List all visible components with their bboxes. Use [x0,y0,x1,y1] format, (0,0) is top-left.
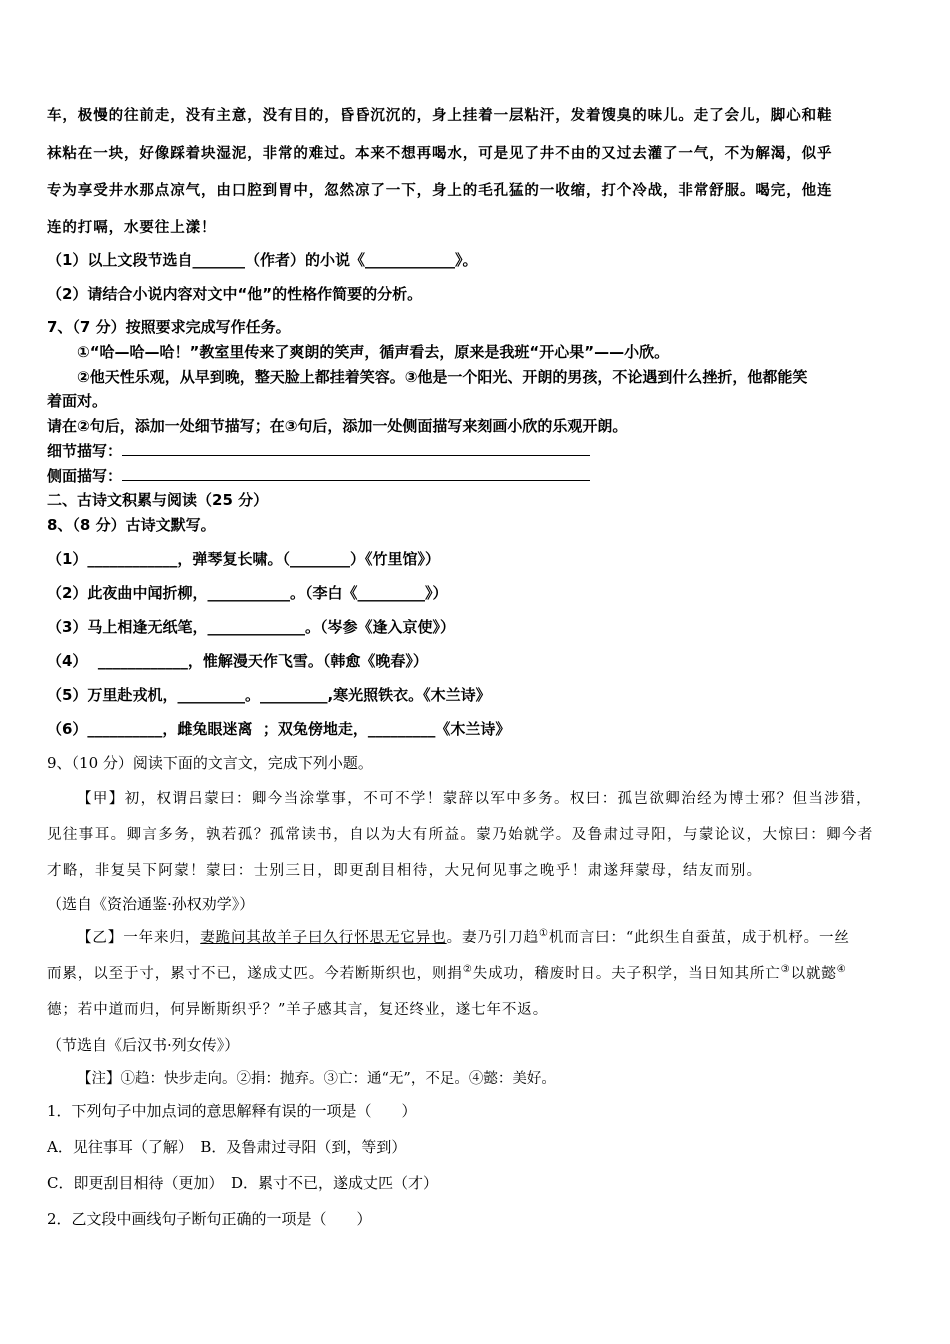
q8-item: （1）____________，弹琴复长啸。（________）《竹里馆》） [47,550,440,568]
yi-line1-end: 。妻乃引刀趋 [446,930,540,946]
jia-line: 见往事耳。卿言多务，孰若孤？孤常读书，自以为大有所益。蒙乃始就学。及鲁肃过寻阳，与蒙论议，大惊曰：卿今者 [47,827,874,843]
annotation-note: 【注】①趋：快步走向。②捐：抛弃。③亡：通“无”，不足。④懿：美好。 [77,1071,556,1087]
q8-item: （2）此夜曲中闻折柳，___________。（李白《_________》） [47,584,448,602]
yi-line3: 德；若中道而归，何异断斯织乎？”羊子感其言，复还终业，遂七年不返。 [47,1002,549,1018]
yi-line2-c: 以就懿 [790,966,837,982]
passage-line: 连的打嗝，水要往上漾！ [47,219,217,236]
q6-sub2: （2）请结合小说内容对文中“他”的性格作简要的分析。 [47,285,423,303]
q9-title: 9、（10 分）阅读下面的文言文，完成下列小题。 [47,754,373,772]
detail-writing-row [47,440,590,461]
q9-sub1-options-cd: C．即更刮目相待（更加） D．累寸不已，遂成丈匹（才） [47,1174,439,1192]
detail-answer-line[interactable] [122,454,590,456]
yi-underlined-sentence: 妻跪问其故羊子曰久行怀思无它异也 [200,930,447,946]
q8-item: （3）马上相逢无纸笔，_____________。（岑参《逢入京使》） [47,618,455,636]
q8-title: 8、（8 分）古诗文默写。 [47,516,216,534]
yi-line2 [47,962,847,983]
yi-start: 【乙】一年来归， [77,930,201,946]
q7-line3: 着面对。 [47,392,108,410]
jia-line: 才略，非复吴下阿蒙！蒙曰：士别三日，即更刮目相待，大兄何见事之晚乎！肃遂拜蒙母，结友而别。 [47,863,763,879]
side-writing-row [47,465,590,486]
jia-line: 【甲】初，权谓吕蒙曰：卿今当涂掌事，不可不学！蒙辞以军中多务。权曰：孤岂欲卿治经为博士邪？但当涉猎， [77,791,872,807]
q7-line2: ②他天性乐观，从早到晚，整天脸上都挂着笑容。③他是一个阳光、开朗的男孩，不论遇到什么挫折，他都能笑 [77,368,808,386]
q8-item: （5）万里赴戎机，_________。_________,寒光照铁衣。《木兰诗》 [47,686,491,704]
yi-line1-tail: 机而言曰：“此织生自蚕茧，成于机杼。一丝 [548,930,850,946]
section-heading: 二、古诗文积累与阅读（25 分） [47,491,269,509]
yi-source: （节选自《后汉书·列女传》） [47,1036,240,1054]
side-answer-line[interactable] [122,479,590,481]
q7-instruction: 请在②句后，添加一处细节描写；在③句后，添加一处侧面描写来刻画小欣的乐观开朗。 [47,417,628,435]
yi-line2-b: 失成功，稽废时日。夫子积学，当日知其所亡 [472,966,781,982]
q7-title: 7、（7 分）按照要求完成写作任务。 [47,318,291,336]
passage-line: 车，极慢的往前走，没有主意，没有目的，昏昏沉沉的，身上挂着一层粘汗，发着馊臭的味儿。走了会儿，脚心和鞋 [47,107,833,124]
q7-line1: ①“哈—哈—哈！”教室里传来了爽朗的笑声，循声看去，原来是我班“开心果”——小欣。 [77,343,670,361]
yi-line2-a: 而累，以至于寸，累寸不已，遂成丈匹。今若断斯织也，则捐 [47,966,463,982]
side-label: 侧面描写： [47,467,123,485]
q9-sub1: 1．下列句子中加点词的意思解释有误的一项是（ ） [47,1102,417,1120]
yi-line1 [77,926,850,947]
q8-item: （4） ____________，惟解漫天作飞雪。（韩愈《晚春》） [47,652,428,670]
footnote-mark: ① [539,928,549,940]
passage-line: 专为享受井水那点凉气，由口腔到胃中，忽然凉了一下，身上的毛孔猛的一收缩，打个冷战，非常舒服。喝完，他连 [47,182,833,199]
passage-line: 袜粘在一块，好像踩着块湿泥，非常的难过。本来不想再喝水，可是见了井不由的又过去灌了一气，不为解渴，似乎 [47,145,833,162]
q6-sub1: （1）以上文段节选自_______（作者）的小说《____________》。 [47,251,478,269]
detail-label: 细节描写： [47,442,123,460]
q9-sub1-options-ab: A．见往事耳（了解） B．及鲁肃过寻阳（到，等到） [47,1138,407,1156]
jia-source: （选自《资治通鉴·孙权劝学》） [47,895,255,913]
footnote-mark: ④ [836,964,847,976]
footnote-mark: ② [462,964,473,976]
q9-sub2: 2．乙文段中画线句子断句正确的一项是（ ） [47,1210,372,1228]
footnote-mark: ③ [780,964,791,976]
q8-item: （6）__________，雌兔眼迷离 ；双兔傍地走，_________《木兰诗》 [47,720,511,738]
